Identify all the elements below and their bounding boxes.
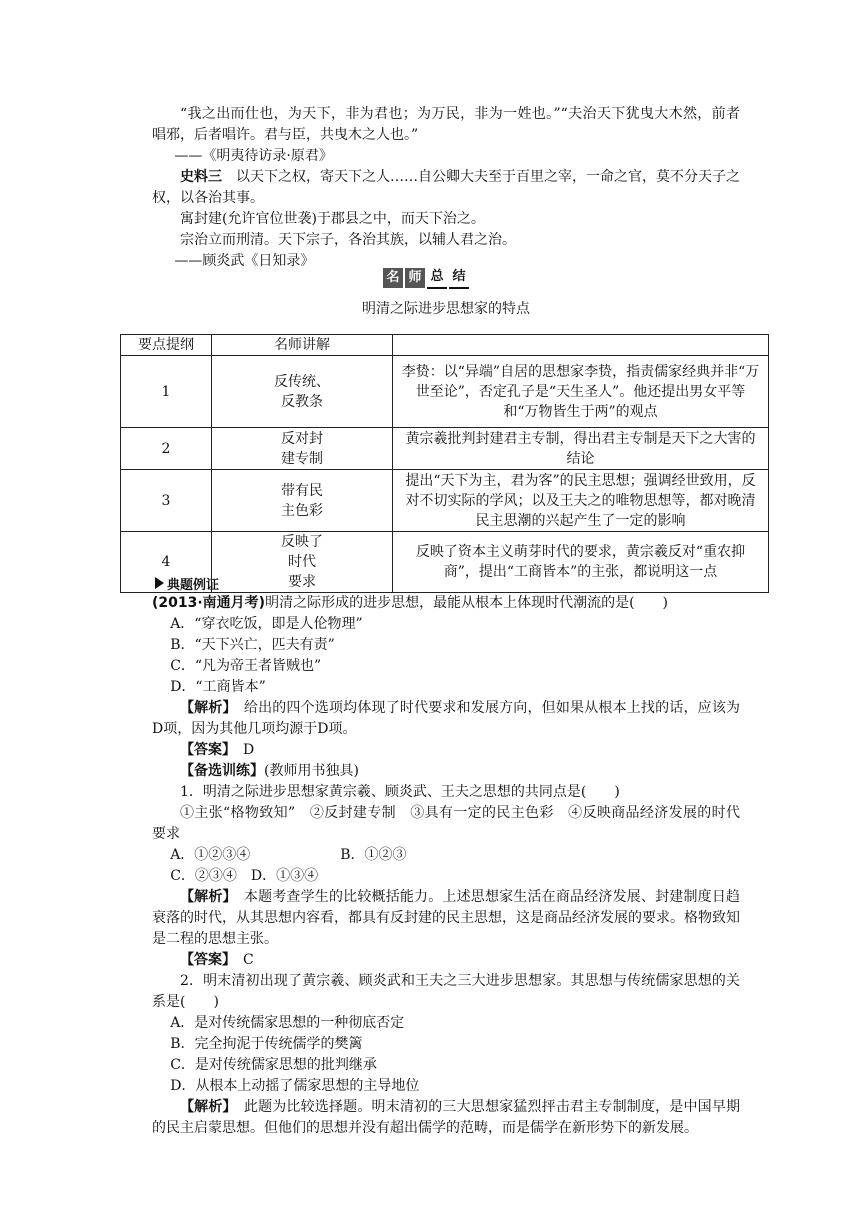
answer-text: C bbox=[229, 952, 254, 968]
summary-table bbox=[120, 334, 769, 593]
analysis-label: 【解析】 bbox=[180, 889, 230, 905]
row-detail: 李贽：以“异端”自居的思想家李贽，指责儒家经典并非“万世至论”，否定孔子是“天生圣人”。他还提出男女平等和“万物皆生于两”的观点 bbox=[393, 356, 769, 428]
source-three-label: 史料三 bbox=[180, 169, 222, 185]
option-item: A．“穿衣吃饭，即是人伦物理” bbox=[170, 616, 363, 632]
source-three-paragraph bbox=[152, 167, 740, 209]
analysis-label: 【解析】 bbox=[180, 700, 230, 716]
analysis-text: 此题为比较选择题。明末清初的三大思想家猛烈抨击君主专制制度，是中国早期的民主启蒙思想。但他们的思想并没有超出儒学的范畴，而是儒学在新形势下的新发展。 bbox=[152, 1099, 740, 1136]
answer-label: 【答案】 bbox=[180, 742, 229, 758]
row-number: 1 bbox=[121, 356, 212, 428]
source-passages bbox=[152, 104, 740, 272]
option-item: C．是对传统儒家思想的批判继承 bbox=[170, 1057, 377, 1073]
badge-char: 结 bbox=[449, 267, 469, 289]
table-header-cell: 要点提纲 bbox=[121, 335, 212, 356]
section-title: 明清之际进步思想家的特点 bbox=[362, 301, 530, 317]
analysis-text: 给出的四个选项均体现了时代要求和发展方向，但如果从根本上找的话，应该为D项，因为其他几项均源于D项。 bbox=[152, 700, 740, 737]
analysis-paragraph bbox=[152, 698, 740, 740]
training-question-1: 1．明清之际进步思想家黄宗羲、顾炎武、王夫之思想的共同点是( ) bbox=[180, 784, 620, 800]
option-item: C．②③④ D．①③④ bbox=[170, 868, 319, 884]
quote-paragraph: “我之出而仕也，为天下，非为君也；为万民，非为一姓也。”“夫治天下犹曳大木然，前者唱邪，后者唱许。君与臣，共曳木之人也。” bbox=[152, 106, 740, 143]
row-point-text: 反映了 时代 要求 bbox=[281, 534, 323, 590]
option-item: B．①②③ bbox=[340, 847, 407, 863]
table-header-row bbox=[121, 335, 769, 356]
analysis-label: 【解析】 bbox=[180, 1099, 230, 1115]
triangle-icon bbox=[155, 577, 164, 589]
training-note: (教师用书独具) bbox=[264, 763, 359, 779]
training-q1-items: ①主张“格物致知” ②反封建专制 ③具有一定的民主色彩 ④反映商品经济发展的时代要求 bbox=[152, 805, 740, 842]
table-row bbox=[121, 356, 769, 428]
row-point bbox=[212, 532, 393, 593]
table-header-cell bbox=[393, 335, 769, 356]
answer-text: D bbox=[229, 742, 255, 758]
analysis-paragraph bbox=[152, 887, 740, 950]
option-item: D．“工商皆本” bbox=[170, 679, 266, 695]
row-point bbox=[212, 470, 393, 532]
source-citation: ——《明夷待访录·原君》 bbox=[174, 148, 333, 164]
option-item: A．是对传统儒家思想的一种彻底否定 bbox=[170, 1015, 405, 1031]
exam-example-label: 典题例证 bbox=[167, 577, 220, 593]
option-item: C．“凡为帝王者皆贼也” bbox=[170, 658, 322, 674]
option-item: B．“天下兴亡，匹夫有责” bbox=[170, 637, 335, 653]
summary-badge bbox=[383, 266, 471, 290]
quote-paragraph: 寓封建(允许官位世袭)于郡县之中，而天下治之。 bbox=[180, 211, 485, 227]
row-point-text: 反对封 建专制 bbox=[281, 430, 323, 467]
row-number: 2 bbox=[121, 428, 212, 470]
question-text: 明清之际形成的进步思想，最能从根本上体现时代潮流的是( ) bbox=[265, 595, 669, 611]
badge-char: 师 bbox=[405, 268, 425, 288]
row-point-text: 带有民 主色彩 bbox=[281, 482, 323, 519]
quote-paragraph: 宗治立而刑清。天下宗子，各治其族，以辅人君之治。 bbox=[180, 232, 516, 248]
table-row bbox=[121, 428, 769, 470]
training-question-2: 2．明末清初出现了黄宗羲、顾炎武和王夫之三大进步思想家。其思想与传统儒家思想的关系是( ) bbox=[152, 973, 740, 1010]
option-item: A．①②③④ bbox=[170, 847, 251, 863]
training-label: 【备选训练】 bbox=[180, 763, 264, 779]
analysis-text: 本题考查学生的比较概括能力。上述思想家生活在商品经济发展、封建制度日趋衰落的时代，从其思想内容看，都具有反封建的民主思想，这是商品经济发展的要求。格物致知是二程的思想主张。 bbox=[152, 889, 740, 947]
option-item: B．完全拘泥于传统儒学的樊篱 bbox=[170, 1036, 363, 1052]
table-header-cell: 名师讲解 bbox=[212, 335, 393, 356]
badge-char: 名 bbox=[383, 268, 403, 288]
answer-line bbox=[152, 950, 740, 971]
analysis-paragraph bbox=[152, 1097, 740, 1139]
answer-line bbox=[152, 740, 740, 761]
row-detail: 提出“天下为主，君为客”的民主思想；强调经世致用，反对不切实际的学风；以及王夫之的唯物思想等，都对晚清民主思潮的兴起产生了一定的影响 bbox=[393, 470, 769, 532]
training-heading bbox=[152, 761, 740, 782]
option-item: D．从根本上动摇了儒家思想的主导地位 bbox=[170, 1078, 420, 1094]
exam-example-heading bbox=[155, 575, 219, 591]
row-detail: 黄宗羲批判封建君主专制，得出君主专制是天下之大害的结论 bbox=[393, 428, 769, 470]
source-citation: ——顾炎武《日知录》 bbox=[174, 253, 315, 269]
row-number: 3 bbox=[121, 470, 212, 532]
row-point bbox=[212, 356, 393, 428]
row-point bbox=[212, 428, 393, 470]
row-number: 4 bbox=[121, 532, 212, 593]
question-source: (2013·南通月考) bbox=[152, 595, 266, 611]
exam-question bbox=[152, 593, 740, 614]
row-detail: 反映了资本主义萌芽时代的要求，黄宗羲反对“重农抑商”，提出“工商皆本”的主张，都说明这一点 bbox=[393, 532, 769, 593]
badge-char: 总 bbox=[427, 267, 447, 289]
training-q1-options-ab bbox=[152, 845, 740, 866]
exam-content bbox=[152, 593, 740, 1139]
source-three-text: 以天下之权，寄天下之人……自公卿大夫至于百里之宰，一命之官，莫不分天子之权，以各治其事。 bbox=[152, 169, 740, 206]
table-row bbox=[121, 470, 769, 532]
row-point-text: 反传统、 反教条 bbox=[274, 373, 330, 410]
answer-label: 【答案】 bbox=[180, 952, 229, 968]
